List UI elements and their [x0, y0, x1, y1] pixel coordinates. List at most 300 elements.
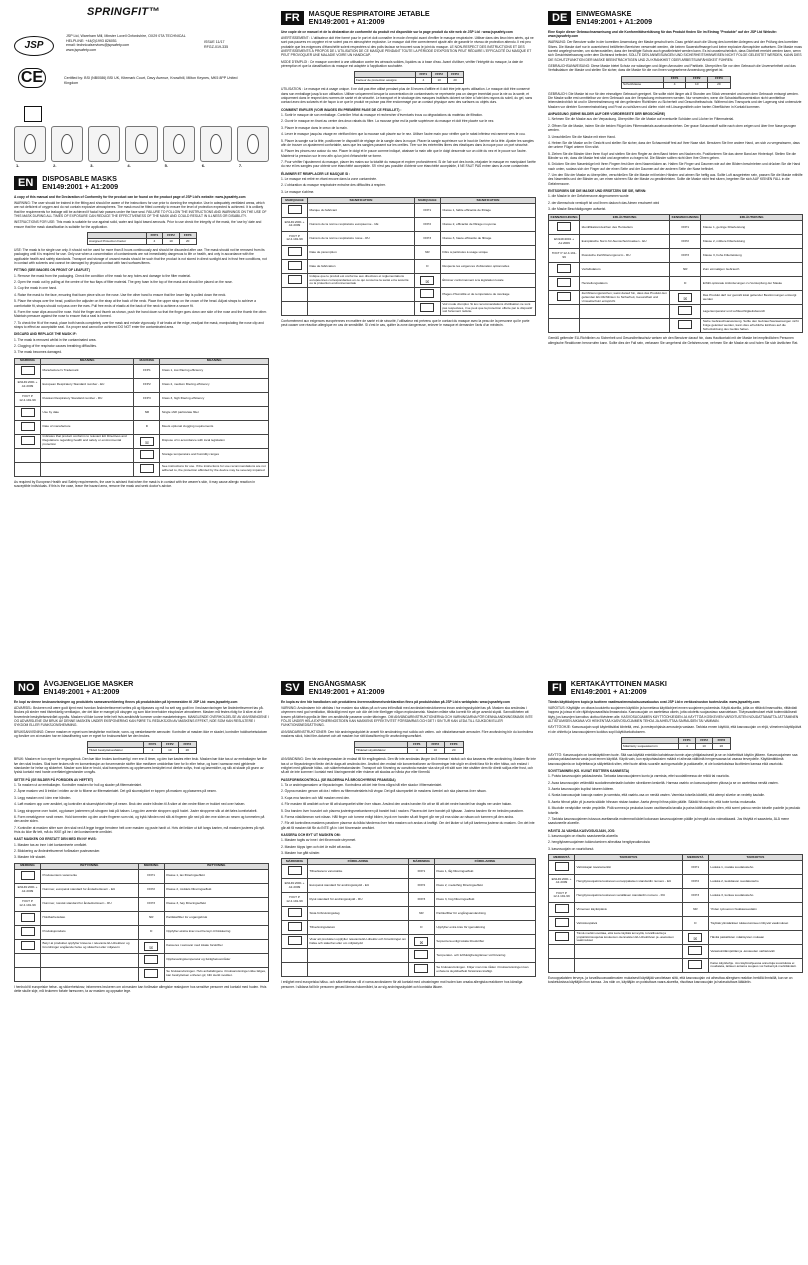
marking-meaning: Klasse 1, geringe Filterleistung [701, 221, 803, 235]
fitting-step: 2. Åpne masken ved å trekke i midten av de to flikene av filtermaterialet. Det grå skumstykket er toppen på masken og plasseres på nesen. [14, 789, 217, 794]
instructions-text: ANVÄNDARINSTRUKTIONER: Den här andningsskyddet är avsett för användning mot solida och vatten- och vätskebaserade aerosoler. Före användning bör du kontrollera maskens skick, bäst före-datumet och att masken har rätt klassificering för användningsområdet. [281, 729, 533, 738]
warning-text: WARNUNG: Der Benutzer sollte in der korrekten Anwendung der Maske geschult sein. Dazu gehört auch die Übung des korrekten Anlegens und der Prüfung des korrekten Sitzes. Die Maske darf nur in ausreichend belüfteten Bereichen verwendet werden, die keinen Sauerstoffmangel und keine explosive Atmosphäre aufweisen. Die Maske muss korrekt angelegt werden, um sicherzustellen, dass der benötigte Schutz auch gewährleistet werden kann. Es ist unwahrscheinlich, dass Dichtheit erreicht werden kann, wenn sich Gesichtsbehaarung unter dem Dichtrand befindet. SOLLTE DEN ANWEISUNGEN UND SICHERHEITSHINWEISEN NICHT FOLGE GELEISTET WERDEN, KANN DIES DIE SCHUTZFUNKTION DER MASKE BEEINTRÄCHTIGEN UND ZU KRANKHEIT ODER ARBEITSUNFÄHIGKEIT FÜHREN. [548, 40, 802, 62]
marking-row [15, 911, 269, 925]
marking-meaning: Täyttää ylimääräiset tukkeutumiseen liittyvät vaatimukset [708, 916, 802, 930]
marking-row [282, 907, 536, 921]
fitting-step: 2. Ouvrir le masque en tirant au centre des deux rabats du filtre. La mousse grise est la partie supérieure du masque et doit être placée sur le nez. [281, 119, 495, 124]
fitting-step: 7. To check the fit of the mask, place both hands completely over the mask and exhale vigorously. If air leaks at the edge, readjust the mask, manipulating the nose clip and straps to effect an acceptable seal. If a proper seal cannot be achieved DO NOT enter the contaminated area. [14, 320, 264, 329]
marking-row [282, 963, 536, 977]
marking-meaning: Se bruksanvisningen. Hvis anbefalingene i bruksanvisningen ikke følges, kan beskyttelsen enheten gir, blitt sterkt svekket. [164, 967, 268, 981]
marking-meaning: Use by date [41, 406, 134, 420]
marking-code: EN149:2001 + A1:2009 [284, 219, 305, 228]
marking-meaning: Valmistajan tavaramerkki [575, 860, 683, 874]
marking-row [282, 921, 536, 935]
fitting-step: 7. För att kontrollera maskens passform placerar du båda händerna över hela masken och andas ut kraftigt. Om det läcker ut luft på kanterna justerar du masken. Om det inte går att få masken tät får du INTE gå in i det förorenade området. [281, 821, 535, 830]
marking-meaning: Uppfyller extra krav för igensättning [434, 921, 535, 935]
marking-code: FFP3 [143, 396, 151, 401]
marking-code: EN149:2001 + A1:2009 [17, 380, 38, 389]
marking-meaning: Indicates that product conforms to relevant EU Directives and Regulations regarding health and safety or environmental protection [41, 434, 134, 448]
standard-number: EN149:2001 + A1:2009 [308, 687, 385, 697]
protection-factor-table: FFP1 FFP2 FFP3 Facteur de protection assigné 4 10 20 [354, 71, 464, 84]
marking-row [549, 305, 803, 319]
apf-label: Määritetty suojauskerroin [621, 744, 678, 750]
marking-row [549, 888, 803, 902]
marking-symbol-icon [555, 932, 569, 941]
company-address: JSP Ltd, Wareham Mill, Minster Lovell Oxfordshire, OX29 0TA TECHNICAL HELPLINE: +44(0)1993 826051 email: technicalservices@jspsafety.com www.jspsafety.com [66, 34, 186, 53]
marking-meaning: Hengityssuojaimia koskevan eurooppalaisen standardin numero - EU [575, 874, 683, 888]
fitting-step: 7. Pour vérifier l'ajustement du masque, placer les mains sur la totalité du masque et expirer profondément. Si de l'air sort des bords, réajuster le masque en manipulant l'arête du nez et les sangles pour obtenir une étanchéité acceptable. S'il n'est pas possible d'obtenir une étanchéité acceptable, il NE FAUT PAS entrer dans la zone contaminée. [281, 159, 536, 169]
protection-factor-table: FFP1 FFP2 FFP3 Tildelt beskyttelsesfaktor 4 10 20 [87, 741, 197, 754]
use-text: USE: The mask is for single use only. It should not be used for more than 8 hours continuously and should be discarded after use. The mask should not be removed from its packaging until it is required for use. Only use when a concentration of contaminants are not immediately dangerous to life or health, and only in accordance with the applicable health and safety standards. Transport and storage of unused masks should be such that the product is not stored in direct sunlight and in frost free conditions, not in contact with solvents and cannot be damaged by physical contact with hard surfaces/items. [14, 248, 267, 266]
waste-bin-icon: ☒ [144, 942, 158, 951]
marking-row [549, 235, 803, 249]
use-text: KÄYTTÖ: Kasvosuojain on kertakäyttöinen tuote. Sitä saa käyttää enintään kahdeksan tunnin ajan yhtäjaksoisesti ja se on hävitettävä käytön jälkeen. Kasvosuojaimen saa poistaa pakkauksesta vasta juuri ennen käyttöä. Käytä vain, kun epäpuhtauksien määrä ei aiheuta välitöntä hengenvaaraa tai vaaraa terveydelle. Käyttämättömiä kasvosuojaimia on kuljetettava ja säilytettävä siten, ettei tuote altistu suoralle auringonvalolle ja pakkaselle, ei ole kosketuksissa liuottimien kanssa eikä vaurioidu. [548, 753, 798, 766]
marking-code: NR [683, 266, 688, 271]
fitting-figure: 7. [237, 126, 269, 162]
fitting-figure: 2. [51, 126, 83, 162]
fitting-step: 4. Heben Sie die Maske an Ihr Gesicht und stellen Sie sicher, dass der Schaumstoff fest auf Ihrer Nase sitzt. Benutzen Sie Ihre andere Hand, um sich zu vergewissern, dass der untere Flügel unterm Kinn sitzt. [548, 140, 800, 150]
marking-meaning: Indique que le produit est conforme aux directives et réglementations européennes correspondantes en ce qui concerne la santé et la sécurité ou la protection environnementale [308, 273, 415, 287]
marking-meaning: Katso käyttöohje. Jos käyttöohjeessa annettuja suosituksia ei noudateta, laitteen antama suojaus voi heikentyä merkittävästi. [708, 958, 802, 972]
marking-row [549, 874, 803, 888]
marking-code: FFP2 [423, 221, 432, 226]
marking-row [549, 221, 803, 235]
marking-row [282, 893, 536, 907]
fitting-step: 5. Legg stroppene over hodet, og plasser justereren på stroppen bak på halsen. Legg den øverste stroppen oppå hodet. Juster stroppene slik at det føles komfortabelt. [14, 808, 258, 813]
marking-row [549, 958, 803, 972]
fitting-title: PASSFORMSKONTROLL (SE BILDERNA PÅ BROSCHYRENS FRAMSIDA) [281, 777, 396, 782]
allergy-notice: As required by European Health and Safety requirements, the user is advised that when the mask is in contact with the wearer's skin, it may cause allergic reaction in susceptible individuals. If this is the case, leave the hazard area, remove the mask and seek doctor's advice. [14, 479, 256, 488]
fitting-step: 3. Kupa ena handen och håll masken med den. [281, 795, 351, 800]
marking-row [549, 249, 803, 263]
marking-code: NR [148, 915, 154, 920]
discard-title: DISCARD AND REPLACE THE MASK IF: [14, 332, 77, 337]
allergy-notice: I henhold til europeiske helse- og sikkerhetskrav, informeres brukeren om at masken kan forårsake allergiske reaksjoner hos sensitive personer ved kontakt med huden. Hvis dette skulle skje, må brukeren forlate faresonen, ta av masken og oppsøke lege. [14, 984, 267, 993]
fitting-step: 4. Nosta kasvosuojain kasvoja vasten ja varmista, että vaahto-osa on nenää vasten. Varmista toisella kädellä, että alempi siiveke on vedetty kaulalle. [548, 793, 765, 798]
marking-meaning: Manufacturer's Trademark [41, 364, 134, 378]
marking-code: NR [425, 249, 430, 254]
section-header [14, 175, 269, 192]
marking-code: FFP3 [681, 252, 690, 257]
instruction-book-icon [414, 964, 428, 973]
marking-meaning: Hengityssuojaimia koskevan venäläisen standardin numero - RU [575, 888, 683, 902]
intro-text: Eine Kopie dieser Gebrauchsanweisung und die Konformitätserklärung für das Produkt finden Sie im Eintrag "Produkte" auf der JSP Ltd Website: www.jspsafety.com [548, 29, 777, 38]
discard-reason: 3. die Maske Beschädigungen aufweist. [548, 206, 607, 211]
marking-symbol-icon [21, 871, 35, 880]
marking-code: ГОСТ Р 12.4.191-99 [553, 890, 570, 899]
marking-meaning: Classe 1, faible efficacité de filtrage [440, 203, 535, 217]
fitting-step: 3. Legg masken ned i den ene hånden. [14, 795, 72, 800]
section-fi [548, 680, 803, 1255]
marking-symbol-icon [21, 408, 35, 417]
discard-reason: 1. The mask is removed whilst in the contaminated area. [14, 337, 97, 342]
marking-meaning: Hävitä paikallisten määräysten mukaan [708, 930, 802, 944]
marking-meaning: Nummer, russisk standard for åndedrettsvern - RU [41, 897, 139, 911]
waste-bin-icon: ☒ [140, 437, 154, 446]
marking-meaning: Russian Respiratory Standard number - RU [41, 392, 134, 406]
section-title: MASQUE RESPIRATOIRE JETABLE [308, 10, 430, 18]
fitting-step: 1. Ta masken ut av emballasjen. Kontroller masken for hull og skader på filtermaterialet. [14, 783, 142, 788]
discard-reason: 3. The mask becomes damaged. [14, 350, 62, 355]
marking-row [282, 301, 536, 315]
marking-meaning: Zum einmaligen Gebrauch [701, 263, 803, 277]
discard-reason: 2. der Atemschutz verstopft ist und Ihnen dadurch das Atmen erschwert wird [548, 200, 660, 205]
marking-code: ГОСТ Р 12.4.191-99 [286, 894, 303, 903]
marking-meaning: Se bruksanvisningen. Följer man inte råden i bruksanvisningen kan enhetens skyddseffekt försämras kraftigt. [434, 963, 535, 977]
fitting-step: 2. Avaa kasvosuojain vetämällä suodatinmateriaalin kahden siivekkeen keskeltä. Harmaa vaahto on kasvosuojaimen yläosa ja se on asetettava nenää vasten. [548, 780, 779, 785]
marking-symbol-icon [21, 422, 35, 431]
certification-body: Certified by: BSI (NB0086) BSI UK, Kitemark Court, Davy Avenue, Knowlhill, Milton Keynes, MK5 8PP United Kingdom [64, 76, 238, 85]
fitting-step: 1. Sortir le masque de son emballage. Contrôler l'état du masque et rechercher d'éventuels trous ou dégradations du matériau de filtration. [281, 113, 483, 118]
section-no [14, 680, 269, 1255]
marking-code: FFP1 [143, 368, 151, 373]
standard-number: EN149:2001 + A1:2009 [576, 17, 653, 27]
marking-meaning: Date de péremption [308, 245, 415, 259]
fitting-step: 3. Placer le masque dans le creux de la main. [281, 125, 348, 130]
marking-meaning: Voir mode d'emploi. Si les recommandations d'utilisation ne sont pas respectées, il se peut que la protection offerte par le dispositif soit fortement réduite. [440, 301, 535, 315]
apf-label: Tildelt beskyttelsesfaktor [87, 748, 144, 754]
marking-meaning: Klass 3, hög filtreringseffekt [434, 893, 535, 907]
allergy-notice: Eurooppalaisten terveys- ja turvallisuusvaatimusten mukaisesti käyttäjää varoitetaan siitä, että kasvosuojain voi aiheuttaa allergisen reaktion herkillä ihmisillä, kun se on kosketuksissa käyttäjän ihon kanssa. Jos näin on, käyttäjän on poistuttava vaara-alueelta, riisuttava kasvosuojain ja hakeuduttava lääkäriin. [548, 975, 793, 985]
marking-meaning: Luokka 1, matala suodatusteho [708, 860, 802, 874]
use-text: ANVÄNDNING: Den här andningsmasken är endast till för engångsbruk. Den får inte användas längre än 8 timmar i sträck och ska kasseras efter användning. Masken får inte tas ut ur förpackningen förrän det är dags att använda den. Använd den endast när koncentrationen av föroreningar inte utgör en direkt fara för liv eller hälsa, och endast i enlighet med gällande hälso- och säkerhetsstandarder. Transport och förvaring av oanvända masker ska ske på ett sätt som inte utsätter dem för direkt solljus eller frost, och så att de inte kommer i kontakt med lösningsmedel eller riskerar att skadas av hårda ytor eller föremål. [281, 757, 536, 775]
fitting-step: 2. Öppna masken genom att dra i mitten av filtermaterialets två vingar. Det grå skumpartiet är maskens överdel och ska placeras över näsan. [281, 789, 487, 794]
marking-code: FFP2 [417, 882, 426, 887]
marking-code: FFP3 [691, 892, 700, 897]
fitting-step: 7. Tarkista kasvosuojaimen istuvuus asettamalla molemmat kädet kokonaan kasvosuojaimen päälle ja hengitä ulos voimakkaasti. Jos tiiviyttä ei saavuteta, ÄLÄ mene saastuneelle alueelle. [548, 816, 790, 826]
discard-title: ÉLIMINER ET REMPLACER LE MASQUE SI : [281, 171, 351, 176]
thermometer-icon [144, 955, 158, 964]
section-title: DISPOSABLE MASKS [42, 175, 117, 183]
marking-symbol-icon [288, 247, 302, 256]
standard-number: EN149:2001 + A1:2009 [570, 687, 647, 697]
discard-title: KAST MASKEN OG ERSTATT DEN MED EN NY HVIS: [14, 837, 97, 842]
marking-code: NR [693, 906, 698, 911]
marking-meaning: Tillverkarens varumärke [308, 865, 409, 879]
marking-row [282, 935, 536, 949]
fitting-step: 6. Placer les pinces-nez autour du nez. Placer le doigt et le pouce comme indiqué, abaisser la main afin que le doigt descende sur un côté du nez et le pouce sur l'autre. Maintenir la pression sur le nez afin qu'un joint d'étanchéité se forme. [281, 149, 527, 158]
fitting-title: SOVITTAMINEN (KS. KUVAT ESITTEEN KANNESTA) [548, 769, 630, 774]
marking-code: ГОСТ Р 12.4.191-99 [551, 251, 577, 259]
marking-meaning: Numéro de la norme respiratoire européenne - UE [308, 217, 415, 231]
marking-row [282, 203, 536, 217]
section-title: ÅVGJENGELIGE MASKER [43, 680, 134, 688]
thermometer-icon [688, 946, 702, 955]
instructions-text: GEBRAUCHSANWEISUNG: Diese Maske bietet Schutz vor wässrigen und öligen Aerosolen und Partikeln. Überprüfen Sie vor dem Gebrauch die Unversehrtheit und das Verfallsdatum der Maske und stellen Sie sicher, dass die Maske für die von Ihnen vorgesehene Anwendung geeignet ist. [548, 63, 796, 73]
discard-title: HÄVITÄ JA VAIHDA KASVOSUOJAIN, JOS: [548, 828, 616, 833]
intro-text: En kopi av denne bruksanvisningen og produktets samsvarserklæring finnes på produktsiden på hjemmesiden til JSP Ltd: www.jspsafety.com [14, 699, 238, 704]
thermometer-icon [140, 450, 154, 459]
marking-meaning: Marque du fabricant [308, 203, 415, 217]
instruction-book-icon [140, 464, 154, 473]
marking-symbol-icon [21, 913, 35, 922]
warning-text: AVERTISSEMENT : L'utilisateur doit être formé pour le port et doit connaître le mode d'emploi avant d'enfiler le masque respiratoire. Utiliser dans des lieux bien aérés, qui ne sont pas pauvres en oxygène et ne soient pas en atmosphère explosive. Le masque doit être correctement ajusté afin de garantir le niveau de protection attendu. Il est peu probable que les exigences d'étanchéité soient respectées si des poils faciaux se trouvent sous le joint du masque. LE NON-RESPECT DES INSTRUCTIONS ET DES AVERTISSEMENTS À PROPOS DE L'UTILISATION DE CE MASQUE PENDANT TOUTE LA PÉRIODE D'EXPOSITION PEUT RÉDUIRE L'EFFICACITÉ DU MASQUE ET PEUT PROVOQUER UNE MALADIE VOIRE UN HANDICAP. [281, 35, 534, 58]
discard-reason: 3. kasvosuojain on vaurioitunut. [548, 846, 595, 851]
marking-meaning: Tillverkningsdatum [308, 921, 409, 935]
protection-factor-table: FFP1 FFP2 FFP3 Määritetty suojauskerroin 4 10 20 [621, 737, 731, 750]
instruction-book-icon [420, 303, 434, 312]
marking-row [282, 217, 536, 231]
marking-meaning: Meets optional clogging requirements [160, 420, 269, 434]
marking-row [282, 865, 536, 879]
marking-meaning: Partikkelfilter for engangsbruk [164, 911, 268, 925]
marking-meaning: Klasse 3, hohe Filterleistung [701, 249, 803, 263]
marking-code: FFP1 [417, 868, 426, 873]
marking-row [282, 245, 536, 259]
instructions-text: BRUKSANVISNING: Denne masken er egnet som beskyttelse mot faste, vann- og væskebaserte aerosoler. Kontroller at masken ikke er skadet, kontroller holdbarhetsdatoen og forsikre om at masken har en klassifisering som er egnet for bruksområdet før den brukes. [14, 729, 268, 738]
section-header [281, 680, 536, 697]
marking-row [15, 378, 269, 392]
fitting-step: 4. Løft masken opp over ansiktet, og kontroller at skumstykket sitter på nesen. Bruk den andre hånden til å sikre at den nedre fliken er trukket ned over halsen. [14, 802, 246, 807]
marking-meaning: Yhden työvuoron hiukkassuodatin [708, 902, 802, 916]
jsp-logo: JSP [14, 36, 54, 56]
marking-symbol-icon [555, 918, 569, 927]
ce-mark-icon: CE [18, 68, 46, 88]
apf-label: Assigned Protection Factor [87, 239, 146, 245]
marking-row [15, 448, 269, 462]
marking-meaning: Class 2, medium filtering efficiency [160, 378, 269, 392]
marking-code: FFP2 [691, 878, 700, 883]
marking-code: FFP1 [681, 224, 690, 229]
fitting-step: 1. Poista kasvosuojain pakkauksesta. Tarkasta kasvosuojaimen kunto ja varmista, ettei suodattimessa ole reikiä tai vaurioita. [548, 774, 730, 779]
fitting-title: COMMENT ENFILER (VOIR IMAGES EN PREMIÈRE PAGE DE CE FEUILLET) : [281, 107, 402, 112]
marking-symbol-icon [288, 205, 302, 214]
marking-row [549, 319, 803, 333]
marking-symbol-icon [21, 436, 35, 445]
marking-row [549, 263, 803, 277]
standard-number: EN149:2001 + A1:2009 [42, 182, 119, 192]
intro-text: Tämän käyttöohjeen kopio ja tuotteen vaatimustenmukaisuusvakuutus ovat JSP Ltd:n verkkosivuston tuotesivulla: www.jspsafety.com [548, 699, 760, 704]
intro-text: A copy of this manual and the Declaration of Conformity for the product can be found on the product page of JSP Ltd's website: www.jspsafety.com [14, 194, 246, 199]
marking-row [15, 883, 269, 897]
section-title: EINWEGMASKE [576, 10, 632, 18]
marking-row [282, 231, 536, 245]
marking-meaning: Europäische Norm für Atemschutzmasken - EU [580, 235, 670, 249]
marking-meaning: Klasse 3, høy filtreringseffekt [164, 897, 268, 911]
fitting-figure: 4. [125, 126, 157, 162]
warning-text: VARNING: Användaren bör utbildas i hur masken ska sättas på och vara införstådd med användarinstruktionerna innan andningsskyddet tas på. Masken ska användas i utrymmen med god ventilation, tillräckligt med syre och där det inte föreligger någon explosionsrisk. Masken måste sitta korrekt för att ge avsedd skydd. Sannolikheten att kraven på täthet uppnås är liten om ansiktshår passerar under tätningen. OM ANVÄNDARINSTRUKTIONERNA OCH VARNINGARNA FÖR DENNA ANDNINGSMASK INTE FÖLJS UNDER HELA EXPONERINGSTIDEN KAN MASKENS EFFEKTIVITET FÖRSÄMRAS OCH DET I SIN TUR KAN LEDA TILL SJUKDOM ELLER FUNKTIONSNEDSÄTTNING. [281, 705, 533, 728]
section-en [14, 175, 269, 620]
language-code: FR [281, 11, 304, 25]
marking-meaning: Betyr at produktet oppfyller kravene i relevante EU-direktiver og forordninger angående helse og sikkerhet eller miljøvern [41, 939, 139, 953]
marking-row [15, 897, 269, 911]
marking-code: D [145, 424, 149, 429]
intro-text: Une copie de ce manuel et de la déclaration de conformité du produit est disponible sur la page produit du site web de JSP Ltd : www.jspsafety.com [281, 29, 513, 34]
marking-meaning: Éliminer conformément à la législation locale [440, 273, 535, 287]
marking-meaning: Luokka 3, korkea suodatusteho [708, 888, 802, 902]
marking-code: D [684, 280, 687, 285]
standard-number: EN149:2001 + A1:2009 [308, 17, 385, 27]
marking-code: FFP3 [147, 901, 155, 906]
marking-meaning: Produksjonsdato [41, 925, 139, 939]
marking-meaning: Partikelfilter för engångsanvändning [434, 907, 535, 921]
marking-meaning: Siehe Gebrauchsanweisung. Sollte den Gebrauchsanweisungen nicht Folge geleistet werden, kann dies erhebliche Einfluss auf die Schutzwirkung des Geräts haben. [701, 319, 803, 333]
marking-meaning: Plages d'humidité et de température de stockage [440, 287, 535, 301]
instructions-text: INSTRUCTIONS FOR USE: This mask is suitable for use against solid, water and liquid based aerosols. Prior to use check the integrity of the mask, the 'use by' date and ensure that the mask classification is suitable for the application. [14, 220, 262, 229]
marking-row [282, 879, 536, 893]
marking-meaning: Sopsortera enligt lokala föreskrifter [434, 935, 535, 949]
discard-reason: 2. hengityksensuojaimen tukkeutuminen aiheuttaa hengitysvaikeuksia [548, 840, 650, 845]
marking-meaning: Visar att produkten uppfyller relevanta EU-direktiv och förordningar om hälsa och säkerhet eller om miljöskydd [308, 935, 409, 949]
marking-row [282, 259, 536, 273]
marking-row [282, 949, 536, 963]
discard-title: ENTSORGEN SIE DIE MASKE UND ERSETZEN SIE SIE, WENN: [548, 188, 647, 193]
section-sv [281, 680, 536, 1255]
marking-meaning: Europeisk standard för andningsskydd - EU [308, 879, 409, 893]
marking-table: MERKING BETYDNING MERKING BETYDNING Produsentens varemerke FFP1 Klasse 1, lav filtreringseffekt EN149:2001 + A1:2009 Nummer, europeisk standard for åndedrettsvern - EU FFP2 Klasse 2, middels filtreringseffekt ГОСТ Р 12.4.191-99 Nummer, russisk standard for åndedrettsvern - RU FFP3 Klasse 3, høy filtreringseffekt Holdbarhetsdato NR Partikkelfilter for engangsbruk Produksjonsdato D Oppfyller ekstra krav med hensyn til blokkering Betyr at produktet oppfyller kravene i relevante EU-direktiver og forordninger angående helse og sikkerhet eller miljøvern ☒ Kasseres i samsvar med lokale forskrifter Oppbevaringstemperatur og fuktighetsområder Se bruksanvisningen. Hvis anbefalingene i bruksanvisningen ikke følges, kan beskyttelsen enheten gir, blitt sterkt svekket. [14, 863, 269, 982]
protection-factor-table: FFP1 FFP2 FFP3 Assigned Protection Factor 4 10 20 [87, 232, 197, 245]
fitting-step: 3. Cup the mask in one hand. [14, 286, 58, 291]
marking-code: D [150, 929, 153, 934]
marking-meaning: Date de fabrication [308, 259, 415, 273]
marking-table: KENNZEICHNUNG ERLÄUTERUNG KENNZEICHNUNG ERLÄUTERUNG Identifikationszeichen des Herstellers FFP1 Klasse 1, geringe Filterleistung EN149:2001 + A1:2009 Europäische Norm für Atemschutzmasken - EU FFP2 Klasse 2, mittlere Filterleistung ГОСТ Р 12.4.191-99 Russische Zertifizierungsnorm - RU FFP3 Klasse 3, hohe Filterleistung Verfallsdatum NR Zum einmaligen Gebrauch Herstellungsdatum D Erfüllt optionale Anforderungen zu Verstopfung der Maske Zertifizierungszeichen; weist darauf hin, dass das Produkt den geltenden EU-Richtlinien zu Sicherheit, Gesundheit und Umweltschutz entspricht ☒ Das Produkt darf nur gemäß lokal geltender Bestimmungen entsorgt werden Lagertemperatur und Luftfeuchtigkeitsbereich Siehe Gebrauchsanweisung. Sollte den Gebrauchsanweisungen nicht Folge geleistet werden, kann dies erhebliche Einfluss auf die Schutzwirkung des Geräts haben. [548, 214, 803, 333]
section-title: ENGÅNGSMASK [308, 680, 367, 688]
marking-meaning: Temperatur- och luftfuktighetsgränser vid förvaring [434, 949, 535, 963]
marking-code: ГОСТ Р 12.4.191-99 [19, 899, 36, 908]
marking-meaning: Kasseres i samsvar med lokale forskrifter [164, 939, 268, 953]
marking-symbol-icon [288, 922, 302, 931]
marking-meaning: Produsentens varemerke [41, 869, 139, 883]
marking-meaning: Viimeinen käyttöpäivä [575, 902, 683, 916]
discard-reason: 3. Masken blir skadet. [14, 855, 47, 860]
issue-info: ISSUE 11/17 RFGZ-019-335 [204, 40, 229, 49]
discard-reason: 1. Masken tagits av inne i det förorenade utrymmet. [281, 838, 357, 843]
language-code: FI [548, 681, 566, 695]
marking-row [15, 434, 269, 448]
discard-reason: 1. die Maske in der Gefahrenzone abgenommen wurde [548, 194, 629, 199]
marking-meaning: Tämä merkki osoittaa, että tuote täyttää terveyttä, turvallisuutta ja ympäristönsuojelua koskevien olennaisten EU-direktiivien ja -asetusten vaatimukset [575, 930, 683, 944]
language-code: SV [281, 681, 304, 695]
marking-row [15, 925, 269, 939]
marking-meaning: Lagertemperatur und Luftfeuchtigkeitsbereich [701, 305, 803, 319]
marking-code: ГОСТ Р 12.4.191-99 [19, 394, 36, 403]
marking-symbol-icon [288, 908, 302, 917]
marking-row [15, 392, 269, 406]
marking-code: ГОСТ Р 12.4.191-99 [286, 233, 303, 242]
allergy-notice: I enlighet med europeiska hälso- och säkerhetskrav vill vi varna användaren för att kontakt med utrustningen mot huden kan orsaka allergiska reaktioner hos känsliga personer. I sådana fall bör personen genast lämna riskområdet, ta av sig andningsskyddet och kontakta läkare. [281, 980, 523, 989]
marking-code: EN149:2001 + A1:2009 [17, 885, 38, 894]
marking-row [549, 916, 803, 930]
marking-meaning: Das Produkt darf nur gemäß lokal geltender Bestimmungen entsorgt werden [701, 291, 803, 305]
marking-meaning: Luokka 2, keskitason suodatusteho [708, 874, 802, 888]
waste-bin-icon: ☒ [420, 276, 434, 285]
marking-row [15, 869, 269, 883]
marking-meaning: Klasse 2, mittlere Filterleistung [701, 235, 803, 249]
allergy-notice: Gemäß geltender EU-Richtlinien zu Sicherheit und Gesundheitsschutz weisen wir den Benutzer darauf hin, dass Hautkontakt mit der Maske bei empfindlichen Personen allergische Reaktionen hervorrufen kann. Sollte dies der Fall sein, verlassen Sie umgehend die Gefahrenzone, nehmen Sie die Maske ab und holen Sie sich ärztlichen Rat. [548, 336, 799, 345]
marking-meaning: Klass 2, medelhög filtreringseffekt [434, 879, 535, 893]
marking-code: NR [144, 410, 150, 415]
marking-row [549, 930, 803, 944]
marking-code: EN149:2001 + A1:2009 [551, 876, 572, 885]
marking-code: NR [419, 910, 424, 915]
apf-label: Tilldelad skyddsfaktor [354, 748, 408, 754]
discard-reason: 1. kasvosuojain on riisuttu saastuneella alueella [548, 833, 618, 838]
instructions-text: KÄYTTÖOHJE: Kasvosuojain sopii käytettäväksi kiinteitä, vesi- ja nestepohjaisia aerosoleja vastaan. Tarkista ennen käyttöä, että kasvosuojain on ehjä, viimeinen käyttöpäivä ei ole ohitettu ja kasvosuojaimen luokitus sopii käyttötarkoitukseen. [548, 725, 802, 734]
section-title: KERTAKÄYTTÖINEN MASKI [570, 680, 667, 688]
section-header [548, 10, 803, 27]
section-de [548, 10, 803, 620]
marking-meaning: Single shift particulate filter [160, 406, 269, 420]
marking-code: D [694, 920, 697, 925]
section-header [14, 680, 269, 697]
thermometer-icon [678, 306, 692, 315]
language-code: EN [14, 176, 37, 190]
marking-code: FFP1 [691, 864, 700, 869]
fitting-figures [14, 126, 269, 168]
waste-bin-icon: ☒ [678, 293, 692, 302]
discard-reason: 3. Masken har gått sönder. [281, 850, 321, 855]
marking-row [15, 967, 269, 981]
marking-table: MÄRKNING FÖRKLARING MÄRKNING FÖRKLARING Tillverkarens varumärke FFP1 Klass 1, låg filtreringseffekt EN149:2001 + A1:2009 Europeisk standard för andningsskydd - EU FFP2 Klass 2, medelhög filtreringseffekt ГОСТ Р 12.4.191-99 Rysk standard för andningsskydd - RU FFP3 Klass 3, hög filtreringseffekt Sista förbrukningsdag NR Partikelfilter för engångsanvändning Tillverkningsdatum D Uppfyller extra krav för igensättning Visar att produkten uppfyller relevanta EU-direktiv och förordningar om hälsa och säkerhet eller om miljöskydd ☒ Sopsortera enligt lokala föreskrifter Temperatur- och luftfuktighetsgränser vid förvaring Se bruksanvisningen. Följer man inte råden i bruksanvisningen kan enhetens skyddseffekt försämras kraftigt. [281, 858, 536, 977]
instruction-book-icon [678, 320, 692, 329]
marking-meaning: Klasse 1, lav filtreringseffekt [164, 869, 268, 883]
marking-row [15, 939, 269, 953]
fitting-step: 6. Form neseklypene rundt nesen. Hold tommelen og den andre fingeren som vist, og trykk hånden ned slik at fingeren går ned på den ene siden av nesen og tommelen på den andre siden. [14, 814, 265, 824]
document-header [14, 6, 269, 174]
marking-symbol-icon [557, 292, 571, 301]
marking-meaning: Valmistuspäivä [575, 916, 683, 930]
language-code: DE [548, 11, 571, 25]
marking-meaning: Herstellungsdatum [580, 277, 670, 291]
instruction-book-icon [24, 106, 42, 122]
marking-code: EN149:2001 + A1:2009 [284, 880, 305, 889]
marking-meaning: Sista förbrukningsdag [308, 907, 409, 921]
marking-meaning: Klass 1, låg filtreringseffekt [434, 865, 535, 879]
marking-meaning: Storage temperature and humidity ranges [160, 448, 269, 462]
marking-meaning: Varastointilämpötilan ja -kosteuden vaihteluväli [708, 944, 802, 958]
marking-code: FFP1 [423, 207, 432, 212]
fitting-title: FITTING (SEE IMAGES ON FRONT OF LEAFLET) [14, 268, 90, 273]
thermometer-icon [414, 950, 428, 959]
fitting-title: SETTE PÅ (SE BILDER PÅ FORSIDEN AV HEFTET) [14, 777, 94, 782]
discard-reason: 2. Blokkering av åndedrettsvernet forårsaker pustevansker. [14, 848, 101, 853]
marking-row [15, 420, 269, 434]
fitting-step: 2. Open the mask out by pulling at the centre of the two flaps of filter material. The grey foam is the top of the mask and should be placed on the nose. [14, 280, 233, 285]
marking-row [549, 944, 803, 958]
marking-symbol-icon [288, 261, 302, 270]
discard-title: KASSERA OCH BYT UT MASKEN OM: [281, 832, 341, 837]
marking-symbol-icon [555, 862, 569, 871]
marking-symbol-icon [21, 927, 35, 936]
instruction-book-icon [688, 960, 702, 969]
marking-table: MARKING MEANING MARKING MEANING Manufacturer's Trademark FFP1 Class 1, low filtering efficiency EN149:2001 + A1:2009 European Respiratory Standard number - EU FFP2 Class 2, medium filtering efficiency ГОСТ Р 12.4.191-99 Russian Respiratory Standard number - RU FFP3 Class 3, high filtering efficiency Use by date NR Single shift particulate filter Date of manufacture D Meets optional clogging requirements Indicates that product conforms to relevant EU Directives and Regulations regarding health and safety or environmental protection ☒ Dispose of in accordance with local legislation Storage temperature and humidity ranges See instructions for use. If the instructions for use recommendations are not adhered to, the protection afforded by the device may be severely impaired [14, 358, 269, 477]
fitting-step: 7. Kontroller at masken sitter som den skal ved å legge begge hendene helt over masken og puste hardt ut. Hvis det lekker ut luft langs kanten, må masken justeres på nytt. Hvis du ikke får tett, må du IKKE gå inn i det kontaminerte området. [14, 825, 265, 834]
discard-reason: 3. Le masque s'abîme. [281, 189, 315, 194]
fitting-step: 3. Aseta kasvosuojain kupiksi toiseen käteen. [548, 787, 615, 792]
protection-factor-table: FFP1 FFP2 FFP3 Schutzklasse 4 10 20 [621, 76, 731, 89]
fitting-step: 2. Öffnen Sie die Maske, indem Sie die beiden Flügel des Filtermaterials auseinanderziehen. Der graue Schaumstoff sollte nach oben zeigen und über Ihre Nase gezogen werden. [548, 123, 797, 133]
marking-code: FFP3 [423, 235, 432, 240]
fitting-step: 6. Form the nose clips around the nose. Hold the finger and thumb as shown, push the hand down so that the finger goes down one side of the nose and the thumb the other. Maintain pressure against the nose to ensure that a seal is formed. [14, 309, 267, 319]
fitting-step: 1. Remove the mask from the packaging. Check the condition of the mask for any holes and damage to the filter material. [14, 273, 191, 278]
marking-symbol-icon [21, 941, 35, 950]
marking-meaning: Class 1, low filtering efficiency [160, 364, 269, 378]
marking-meaning: Holdbarhetsdato [41, 911, 139, 925]
marking-symbol-icon [288, 866, 302, 875]
instructions-text: MODE D'EMPLOI : Ce masque convient à une utilisation contre les aérosols solides, liquides ou à base d'eau. Avant d'utiliser, vérifier l'intégrité du masque, la date de péremption et que la classification du masque est adaptée à l'application souhaitée. [281, 59, 523, 68]
section-fr [281, 10, 536, 620]
fitting-step: 5. Aseta hihnat pään yli ja aseta säädin hihnaan niskan taakse. Aseta ylempi hihna pään päälle. Säädä hihnat niin, että tuote tuntuu mukavalta. [548, 799, 757, 804]
marking-symbol-icon [557, 278, 571, 287]
discard-reason: 1. Le masque est retiré en étant encore dans la zone contaminée. [281, 176, 378, 181]
allergy-notice: Conformément aux exigences européennes en matière de santé et de sécurité, l'utilisateur est prévenu que le contact du masque avec la peau de la personne qui le porte peut causer une réaction allergique en cas de sensibilité. Si c'est le cas, quitter la zone dangereuse, enlever le masque et demander l'avis d'un médecin. [281, 318, 530, 328]
marking-code: FFP2 [681, 238, 690, 243]
apf-label: Facteur de protection assigné [354, 78, 415, 84]
fitting-step: 5. Dra banden över huvudet och placera justeringsmekanismen på bandet bak i nacken. Placera det övre bandet på hjässan. Justera banden för en bekväm passform. [281, 808, 525, 813]
marking-meaning: Respecte les exigences d'obturation optionnelles [440, 259, 535, 273]
marking-row [549, 277, 803, 291]
fitting-step: 4. Lever le masque jusqu'au visage en vérifiant bien que la mousse soit placée sur le nez. Utiliser l'autre main pour vérifier que le rabat inférieur est ramené vers le cou. [281, 132, 526, 137]
